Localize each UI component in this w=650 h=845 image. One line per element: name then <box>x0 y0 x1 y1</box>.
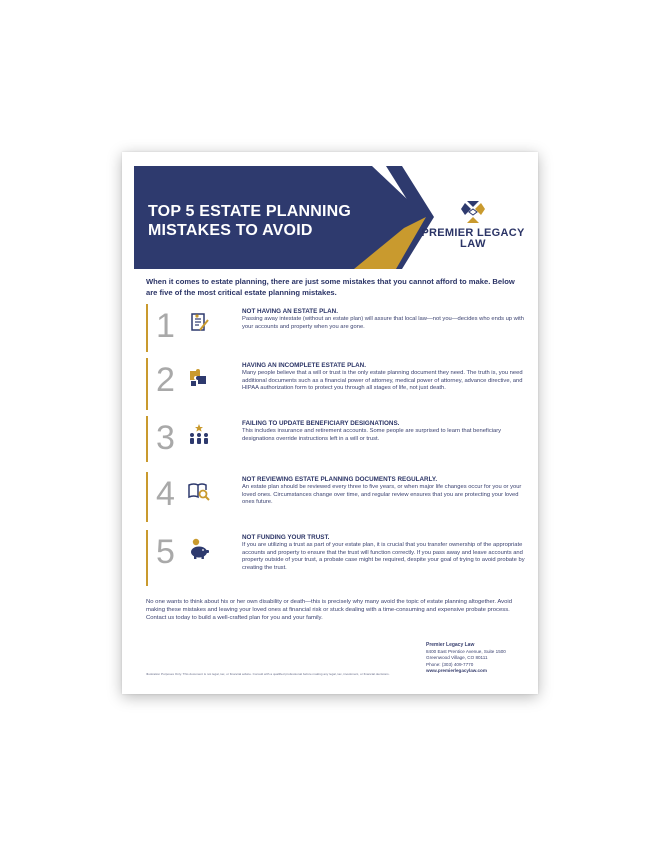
contact-address-1: 8400 East Prentice Avenue, Suite 1500 <box>426 648 506 654</box>
mistake-item-3 <box>146 416 526 462</box>
intro-text: When it comes to estate planning, there are just some mistakes that you cannot afford to make. Below are five of the most critical estate planning mistakes. <box>146 277 515 297</box>
mistake-item-5 <box>146 530 526 586</box>
contact-phone: Phone: (303) 409-7770 <box>426 661 474 667</box>
book-magnifier-icon <box>188 480 210 502</box>
flyer-page <box>122 152 538 694</box>
item-accent-bar <box>146 416 148 462</box>
item-accent-bar <box>146 530 148 586</box>
contact-website: www.premierlegacylaw.com <box>426 668 487 674</box>
mistake-item-2 <box>146 358 526 410</box>
document-edit-icon <box>188 312 210 334</box>
item-heading: HAVING AN INCOMPLETE ESTATE PLAN. <box>242 362 366 369</box>
item-heading: NOT FUNDING YOUR TRUST. <box>242 534 330 541</box>
item-accent-bar <box>146 472 148 522</box>
logo-name: PREMIER LEGACY <box>421 227 525 239</box>
disclaimer-text: Illustration Purposes Only. This document is not legal, tax, or financial advice. Consult with a qualified professional before making any legal, tax, investment, or financial decisions. <box>146 672 390 676</box>
contact-address-2: Greenwood Village, CO 80111 <box>426 655 488 661</box>
item-body: This includes insurance and retirement accounts. Some people are surprised to learn that beneficiary designations override instructions left in a will or trust. <box>242 428 502 442</box>
item-accent-bar <box>146 304 148 352</box>
item-number: 2 <box>156 361 175 399</box>
item-body: If you are utilizing a trust as part of your estate plan, it is crucial that you transfer ownership of the appropriate accounts and property to ensure that the trust will function correctly. If you pass away and leave accounts and property outside of your trust, a probate case might be required, despite your goal of trying to avoid probate by creating the trust. <box>242 542 525 571</box>
contact-firm: Premier Legacy Law <box>426 642 475 648</box>
firm-logo <box>417 199 529 250</box>
item-accent-bar <box>146 358 148 410</box>
piggy-bank-icon <box>188 538 210 560</box>
mistake-item-4 <box>146 472 526 522</box>
title-line-1: TOP 5 ESTATE PLANNING <box>148 203 352 220</box>
item-body: Passing away intestate (without an estate plan) will assure that local law—not you—decides who ends up with your accounts and property when you are gone. <box>242 316 524 330</box>
item-heading: FAILING TO UPDATE BENEFICIARY DESIGNATIONS. <box>242 420 400 427</box>
item-heading: NOT REVIEWING ESTATE PLANNING DOCUMENTS REGULARLY. <box>242 476 438 483</box>
puzzle-pieces-icon <box>188 366 210 388</box>
item-number: 3 <box>156 419 175 457</box>
item-number: 4 <box>156 475 175 513</box>
beneficiaries-icon <box>188 424 210 446</box>
title-line-2: MISTAKES TO AVOID <box>148 222 313 239</box>
item-heading: NOT HAVING AN ESTATE PLAN. <box>242 308 338 315</box>
item-number: 1 <box>156 307 175 345</box>
closing-paragraph: No one wants to think about his or her own disability or death—this is precisely why many avoid the topic of estate planning altogether. Avoid making these mistakes and leaving your loved ones at financial risk or stuck dealing with a time-consuming and expensive probate process. Contact us today to build a well-crafted plan for you and your family. <box>146 599 512 621</box>
logo-mark-icon <box>459 199 487 225</box>
page-title <box>148 202 378 240</box>
mistake-item-1 <box>146 304 526 352</box>
logo-law: LAW <box>460 238 486 250</box>
contact-block <box>426 642 536 675</box>
item-number: 5 <box>156 533 175 571</box>
item-body: An estate plan should be reviewed every three to five years, or when major life changes occur for you or your loved ones. Circumstances change over time, and regular review ensures that you are protecting your loved ones future. <box>242 484 522 506</box>
item-body: Many people believe that a will or trust is the only estate planning document they need. The truth is, you need additional documents such as a financial power of attorney, medical power of attorney, advance directive, and HIPAA authorization form to protect you through all stages of life, not just death. <box>242 370 523 392</box>
